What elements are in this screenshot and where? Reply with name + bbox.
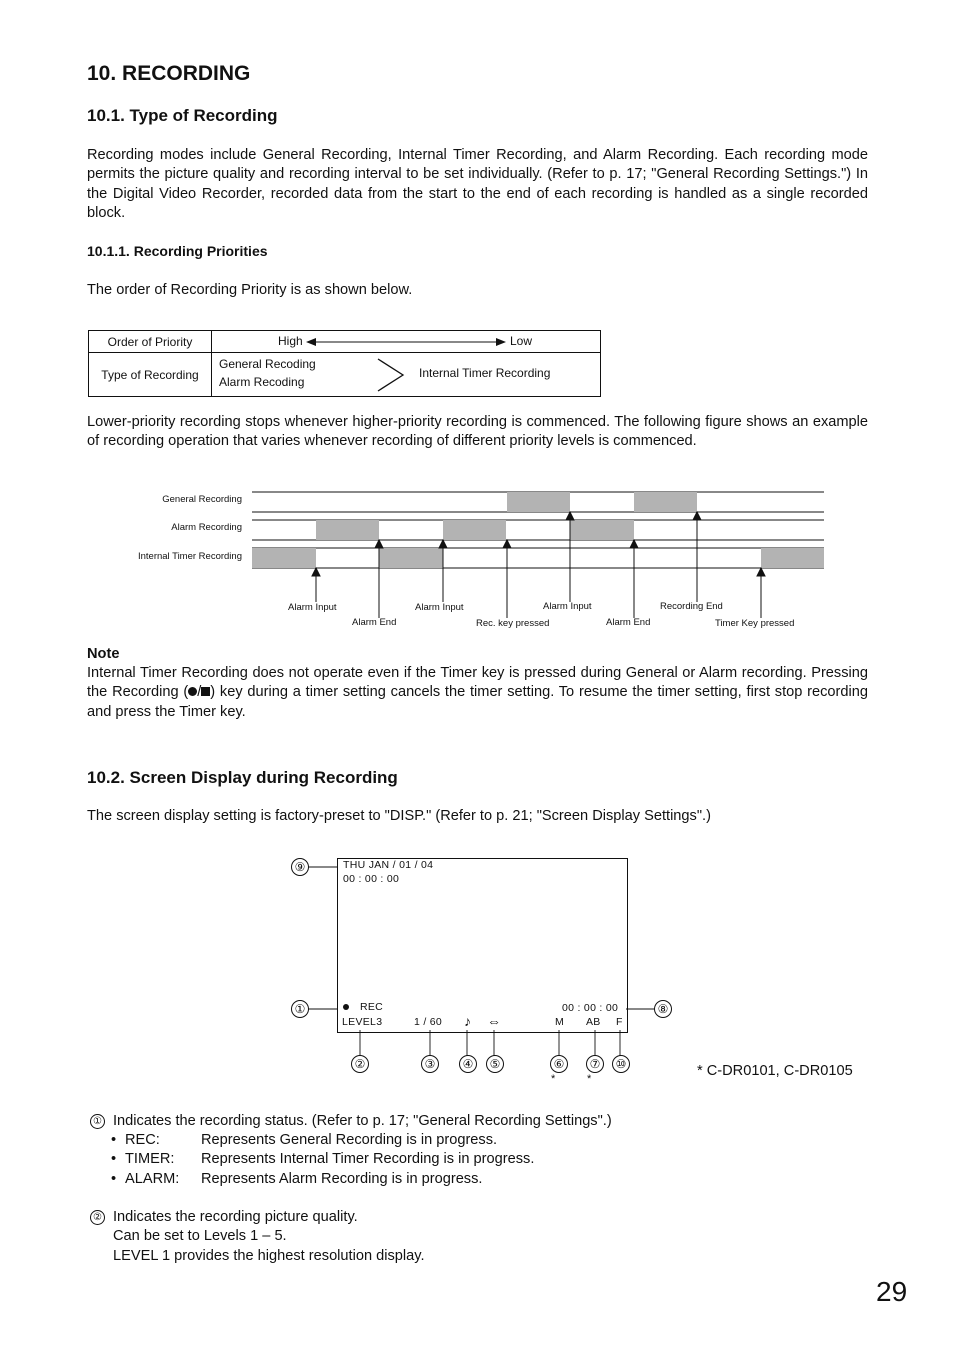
item-2-line-2: LEVEL 1 provides the highest resolution display. bbox=[113, 1247, 425, 1264]
item-2-text: Indicates the recording picture quality. bbox=[113, 1209, 358, 1225]
list-item: • REC: Represents General Recording is in progress. bbox=[111, 1132, 498, 1148]
block-alarm-3 bbox=[570, 520, 634, 540]
callout-leaders bbox=[0, 850, 954, 1070]
block-general-1 bbox=[507, 492, 570, 512]
screen-m: M bbox=[555, 1016, 565, 1028]
page-heading: 10. RECORDING bbox=[87, 62, 251, 85]
callout-7: ⑦ bbox=[586, 1055, 604, 1073]
screen-rec-status: REC bbox=[360, 1001, 384, 1013]
note-text-after: ) key during a timer setting cancels the timer setting. To resume the timer setting, first stop recording and press the Timer key. bbox=[87, 684, 869, 720]
timing-row-label-general: General Recording bbox=[162, 494, 242, 505]
priorities-intro: The order of Recording Priority is as shown below. bbox=[87, 282, 413, 298]
item-2-line-1: Can be set to Levels 1 – 5. bbox=[113, 1228, 287, 1245]
screen-ab: AB bbox=[586, 1016, 601, 1028]
item-1 bbox=[113, 1112, 612, 1131]
priority-arrow-icon bbox=[306, 336, 506, 348]
block-alarm-2 bbox=[443, 520, 506, 540]
record-dot-icon bbox=[188, 687, 197, 696]
page-number: 29 bbox=[876, 1276, 908, 1307]
event-alarm-input-1: Alarm Input bbox=[288, 602, 337, 613]
block-alarm-1 bbox=[316, 520, 379, 540]
item-1-bullets bbox=[111, 1131, 534, 1189]
callout-10: ⑩ bbox=[612, 1055, 630, 1073]
note-text: Internal Timer Recording does not operate even if the Timer key is pressed during General or Alarm recording. Pressing the Recording ( / ) key during a timer setting cancels the timer setting. To resume the timer setting, first stop recording and press the Timer key. bbox=[87, 665, 869, 720]
greater-than-icon bbox=[376, 357, 406, 393]
block-timer-1 bbox=[252, 548, 316, 568]
internal-timer-label: Internal Timer Recording bbox=[419, 366, 551, 380]
event-timer-key-pressed: Timer Key pressed bbox=[715, 618, 795, 629]
item-1-text: Indicates the recording status. (Refer to p. 17; "General Recording Settings".) bbox=[113, 1113, 612, 1129]
note-title: Note bbox=[87, 646, 120, 662]
screen-level: LEVEL3 bbox=[342, 1016, 383, 1028]
audio-note-icon: ♪ bbox=[464, 1013, 472, 1029]
screen-display-intro: The screen display setting is factory-preset to "DISP." (Refer to p. 21; "Screen Display Settings".) bbox=[87, 808, 711, 824]
priority-row-label: Order of Priority bbox=[89, 331, 212, 353]
block-timer-3 bbox=[761, 548, 824, 568]
block-general-2 bbox=[634, 492, 697, 512]
screen-f: F bbox=[616, 1016, 623, 1028]
screen-interval: 1 / 60 bbox=[414, 1016, 443, 1028]
item-2 bbox=[113, 1208, 425, 1266]
type-row-content bbox=[212, 353, 601, 397]
note-text-before: Internal Timer Recording does not operate even if the Timer key is pressed during General or Alarm recording. Pressing the Recording ( bbox=[87, 665, 868, 701]
event-alarm-input-2: Alarm Input bbox=[415, 602, 464, 613]
timing-chart bbox=[0, 480, 954, 620]
section-title-type-of-recording: 10.1. Type of Recording bbox=[87, 106, 278, 125]
stop-square-icon bbox=[201, 687, 210, 696]
callout-6: ⑥ bbox=[550, 1055, 568, 1073]
callout-4: ④ bbox=[459, 1055, 477, 1073]
priority-low: Low bbox=[510, 334, 533, 348]
item-2-number: ② bbox=[90, 1210, 105, 1225]
screen-time-bottom: 00 : 00 : 00 bbox=[562, 1002, 619, 1014]
callout-3: ③ bbox=[421, 1055, 439, 1073]
callout-2: ② bbox=[351, 1055, 369, 1073]
callout-1: ① bbox=[291, 1000, 309, 1018]
link-arrow-icon: ⇔ bbox=[487, 1013, 502, 1029]
alarm-recoding-label: Alarm Recoding bbox=[219, 375, 305, 389]
priority-table bbox=[88, 330, 601, 397]
screen-time-top: 00 : 00 : 00 bbox=[343, 873, 400, 885]
general-recoding-label: General Recoding bbox=[219, 357, 316, 371]
event-alarm-input-3: Alarm Input bbox=[543, 601, 592, 612]
priority-explanation: Lower-priority recording stops whenever higher-priority recording is commenced. The following figure shows an example of recording operation that varies whenever recording of different priority levels is commenced. bbox=[87, 414, 868, 450]
screen-date: THU JAN / 01 / 04 bbox=[343, 859, 434, 871]
event-alarm-end-1: Alarm End bbox=[352, 617, 397, 628]
event-alarm-end-2: Alarm End bbox=[606, 617, 651, 628]
type-of-recording-intro: Recording modes include General Recording, Internal Timer Recording, and Alarm Recording. Each recording mode permits the picture quality and recording interval to be set individually. (Refer to p. 17; "General Recording Settings.") In the Digital Video Recorder, recorded data from the start to the end of each recording is handled as a single recorded block. bbox=[87, 147, 868, 222]
event-rec-key-pressed: Rec. key pressed bbox=[476, 618, 550, 629]
list-item: • ALARM: Represents Alarm Recording is in progress. bbox=[111, 1170, 483, 1187]
item-1-number: ① bbox=[90, 1114, 105, 1129]
type-row-label: Type of Recording bbox=[89, 353, 212, 397]
timing-row-label-internal: Internal Timer Recording bbox=[137, 551, 242, 562]
asterisk-6: * bbox=[551, 1073, 556, 1085]
list-item: • TIMER: Represents Internal Timer Recording is in progress. bbox=[111, 1151, 535, 1168]
model-note: * C-DR0101, C-DR0105 bbox=[697, 1063, 853, 1079]
callout-5: ⑤ bbox=[486, 1055, 504, 1073]
asterisk-7: * bbox=[587, 1073, 592, 1085]
subsection-title-priorities: 10.1.1. Recording Priorities bbox=[87, 243, 268, 259]
callout-9: ⑨ bbox=[291, 858, 309, 876]
section-title-screen-display: 10.2. Screen Display during Recording bbox=[87, 768, 398, 787]
block-timer-2 bbox=[379, 548, 443, 568]
priority-scale bbox=[212, 331, 601, 353]
priority-high: High bbox=[278, 334, 303, 348]
timing-row-label-alarm: Alarm Recording bbox=[171, 522, 242, 533]
event-recording-end: Recording End bbox=[660, 601, 723, 612]
callout-8: ⑧ bbox=[654, 1000, 672, 1018]
